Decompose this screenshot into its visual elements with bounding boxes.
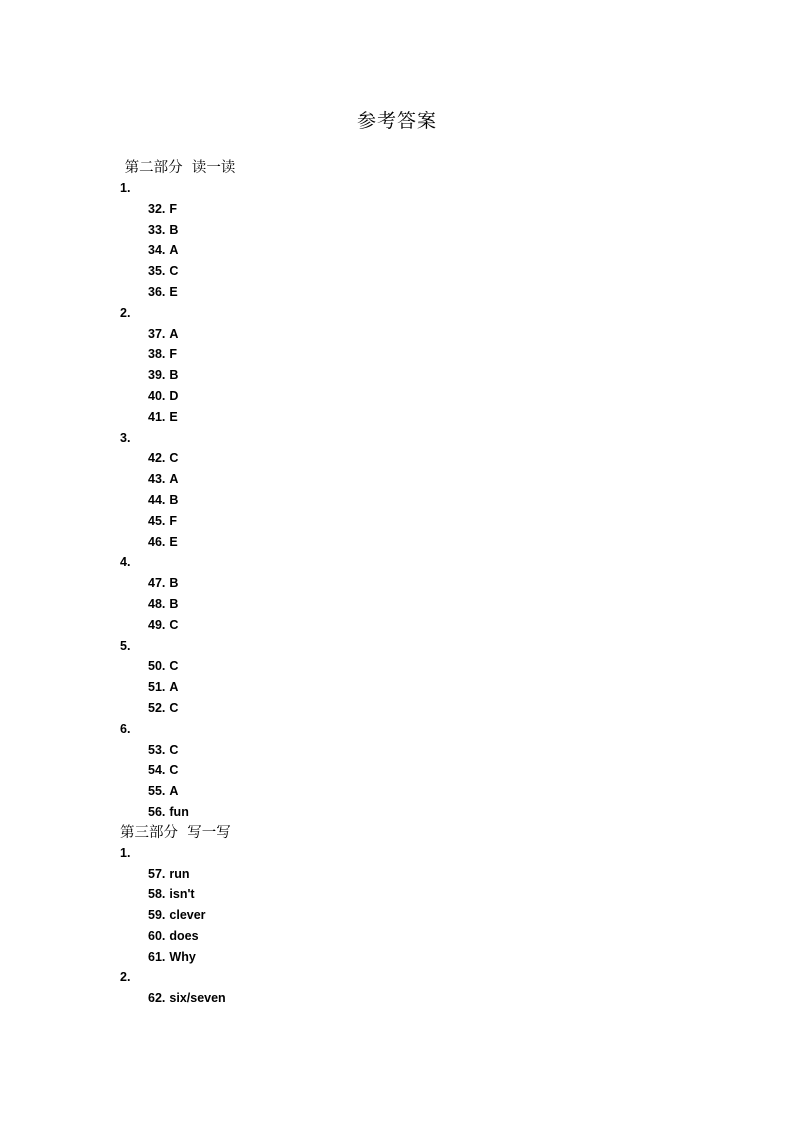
answer-value: clever: [169, 908, 206, 923]
question-number: 41.: [148, 409, 166, 424]
question-number: 59.: [148, 908, 166, 923]
answer-row: [120, 802, 235, 823]
answer-value: E: [169, 534, 178, 549]
answer-row: [120, 698, 235, 719]
question-group-number: 3.: [120, 430, 131, 445]
question-number: 60.: [148, 928, 166, 943]
answer-row: [120, 511, 235, 532]
question-number: 50.: [148, 659, 166, 674]
question-number: 48.: [148, 596, 166, 611]
answer-value: does: [169, 928, 199, 943]
answer-value: A: [169, 326, 179, 341]
answer-value: A: [169, 784, 179, 799]
answer-value: E: [169, 409, 178, 424]
answer-row: [120, 740, 235, 761]
question-number: 43.: [148, 472, 166, 487]
answer-row: [120, 282, 235, 303]
answer-value: D: [169, 388, 179, 403]
question-group-number: 2.: [120, 305, 131, 320]
question-number: 55.: [148, 784, 166, 799]
section-heading: 第二部分 读一读: [120, 160, 236, 176]
page-title: 参考答案: [356, 110, 437, 132]
question-group-number: 2.: [120, 970, 131, 985]
question-number: 37.: [148, 326, 166, 341]
answer-row: [120, 760, 235, 781]
answer-row: [120, 573, 235, 594]
question-number: 52.: [148, 700, 166, 715]
question-number: 45.: [148, 513, 166, 528]
section-heading: 第三部分 写一写: [120, 824, 231, 841]
answer-row: [120, 988, 235, 1009]
answer-value: A: [169, 472, 179, 487]
answer-value: C: [169, 763, 179, 778]
answer-value: F: [169, 201, 178, 216]
question-number: 34.: [148, 243, 166, 258]
answer-row: [120, 781, 235, 802]
answer-row: [120, 220, 235, 241]
question-number: 56.: [148, 804, 166, 819]
answer-value: B: [169, 596, 179, 611]
answer-value: six/seven: [169, 991, 226, 1006]
answer-value: F: [169, 347, 178, 362]
question-number: 35.: [148, 264, 166, 279]
answer-value: C: [169, 659, 179, 674]
answer-row: [120, 240, 235, 261]
question-number: 44.: [148, 492, 166, 507]
question-number: 49.: [148, 617, 166, 632]
answer-row: [120, 344, 235, 365]
question-number: 57.: [148, 866, 166, 881]
question-number: 38.: [148, 347, 166, 362]
question-number: 46.: [148, 534, 166, 549]
question-group-number: 1.: [120, 845, 131, 860]
answer-row: [120, 532, 235, 553]
answer-row: [120, 594, 235, 615]
question-number: 42.: [148, 451, 166, 466]
question-number: 53.: [148, 742, 166, 757]
answer-row: [120, 490, 235, 511]
answer-row: [120, 324, 235, 345]
question-number: 40.: [148, 388, 166, 403]
question-number: 36.: [148, 284, 166, 299]
answer-row: [120, 947, 235, 968]
question-number: 58.: [148, 887, 166, 902]
question-number: 62.: [148, 991, 166, 1006]
answer-value: C: [169, 264, 179, 279]
answer-value: B: [169, 492, 179, 507]
question-group-number: 5.: [120, 638, 131, 653]
answer-row: [120, 656, 235, 677]
answer-value: fun: [169, 804, 189, 819]
answer-value: A: [169, 243, 179, 258]
answer-value: A: [169, 680, 179, 695]
question-number: 32.: [148, 201, 166, 216]
answer-value: E: [169, 284, 178, 299]
answer-row: [120, 386, 235, 407]
answer-row: [120, 261, 235, 282]
answer-row: [120, 905, 235, 926]
answer-value: Why: [169, 949, 196, 964]
answer-row: [120, 199, 235, 220]
answer-value: isn't: [169, 887, 195, 902]
question-number: 54.: [148, 763, 166, 778]
answer-key: [120, 158, 235, 1009]
answer-row: [120, 926, 235, 947]
answer-value: F: [169, 513, 178, 528]
answer-value: B: [169, 576, 179, 591]
answer-row: [120, 864, 235, 885]
answer-row: [120, 615, 235, 636]
question-group-number: 4.: [120, 555, 131, 570]
answer-row: [120, 884, 235, 905]
answer-value: C: [169, 617, 179, 632]
question-number: 51.: [148, 680, 166, 695]
answer-value: B: [169, 222, 179, 237]
answer-value: run: [169, 866, 190, 881]
answer-value: C: [169, 742, 179, 757]
question-number: 47.: [148, 576, 166, 591]
question-number: 39.: [148, 368, 166, 383]
answer-row: [120, 469, 235, 490]
answer-row: [120, 448, 235, 469]
answer-row: [120, 677, 235, 698]
answer-value: C: [169, 451, 179, 466]
answer-value: B: [169, 368, 179, 383]
question-group-number: 1.: [120, 181, 131, 195]
question-number: 61.: [148, 949, 166, 964]
answer-row: [120, 407, 235, 428]
answer-value: C: [169, 700, 179, 715]
question-number: 33.: [148, 222, 166, 237]
answer-row: [120, 365, 235, 386]
question-group-number: 6.: [120, 721, 131, 736]
